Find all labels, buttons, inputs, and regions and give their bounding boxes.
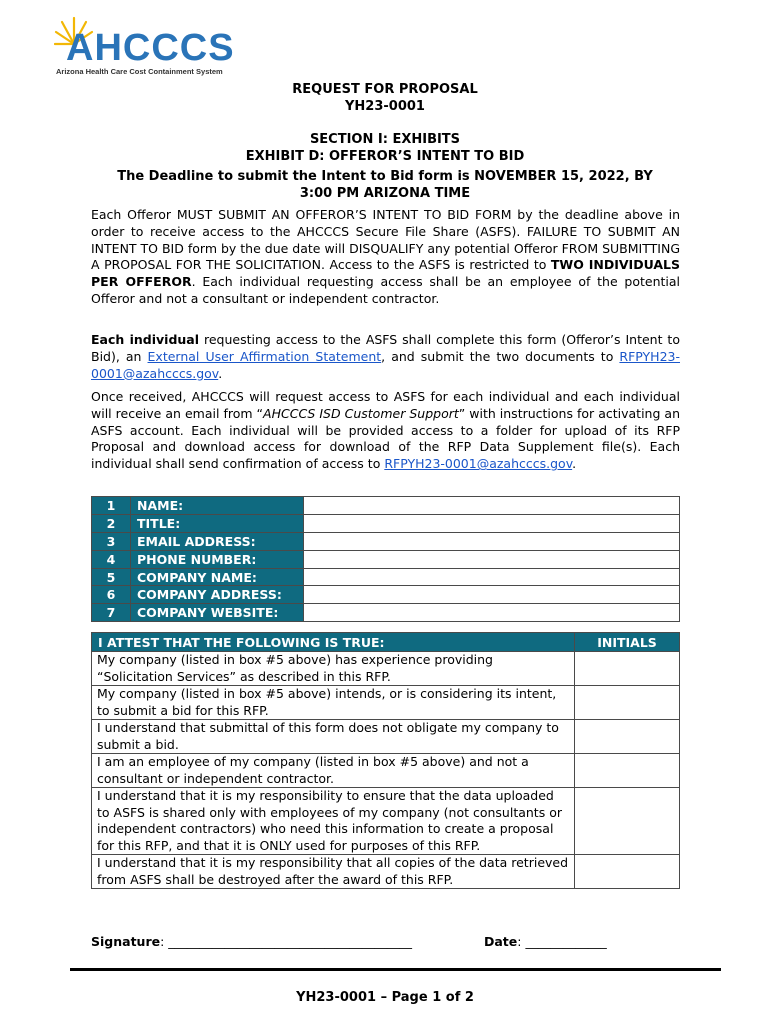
- para3-text-b: ” with instructions for activating an ASFS account. Each individual will be provided access to a folder for upload of its RFP Proposal and download access for download of the RFP Data Supplement file(s). Each individual shall send confirmation of access to: [91, 405, 681, 472]
- attest-statement: I understand that it is my responsibility that all copies of the data retrieved from ASFS shall be destroyed after the award of this RFP.: [92, 855, 575, 889]
- info-row: [92, 550, 680, 568]
- info-row-input[interactable]: [304, 550, 680, 568]
- signature-label: Signature: [91, 934, 161, 949]
- footer-divider: [70, 968, 721, 971]
- attestation-table: [91, 632, 680, 889]
- para2-bold: Each individual: [91, 332, 200, 347]
- doc-number: YH23-0001: [345, 99, 425, 114]
- attest-statement: I understand that submittal of this form does not obligate my company to submit a bid.: [92, 720, 575, 754]
- logo-subtitle: Arizona Health Care Cost Containment System: [56, 67, 223, 76]
- initials-cell[interactable]: [575, 754, 680, 788]
- attest-row: [92, 686, 680, 720]
- info-row-input[interactable]: [304, 568, 680, 586]
- attest-header: I ATTEST THAT THE FOLLOWING IS TRUE:: [92, 633, 575, 652]
- info-row-label: TITLE:: [131, 514, 304, 532]
- info-row-input[interactable]: [304, 604, 680, 622]
- section-heading: SECTION I: EXHIBITS: [309, 132, 461, 147]
- attest-statement: My company (listed in box #5 above) intends, or is considering its intent, to submit a bid for this RFP.: [92, 686, 575, 720]
- info-row-number: 4: [92, 550, 131, 568]
- info-row: [92, 514, 680, 532]
- ahcccs-logo: [54, 14, 254, 80]
- initials-cell[interactable]: [575, 788, 680, 855]
- info-row-label: PHONE NUMBER:: [131, 550, 304, 568]
- attest-row: [92, 788, 680, 855]
- info-row-input[interactable]: [304, 497, 680, 515]
- initials-header: INITIALS: [575, 633, 680, 652]
- para3-italic: AHCCCS ISD Customer Support: [263, 405, 459, 421]
- attest-row: [92, 855, 680, 889]
- signature-colon: :: [160, 934, 165, 949]
- date-label: Date: [484, 934, 518, 949]
- date-colon: :: [517, 934, 522, 949]
- info-row-label: COMPANY NAME:: [131, 568, 304, 586]
- doc-title: REQUEST FOR PROPOSAL: [292, 82, 478, 97]
- initials-cell[interactable]: [575, 686, 680, 720]
- initials-cell[interactable]: [575, 855, 680, 889]
- paragraph-each-individual: [91, 332, 680, 382]
- email-link[interactable]: RFPYH23-0001@azahcccs.gov: [91, 348, 680, 381]
- attest-statement: I am an employee of my company (listed in box #5 above) and not a consultant or independent contractor.: [92, 754, 575, 788]
- info-row-number: 7: [92, 604, 131, 622]
- para3-text-a: Once received, AHCCCS will request access to ASFS for each individual and each individual will receive an email from “: [91, 389, 680, 421]
- deadline-line-1: The Deadline to submit the Intent to Bid form is NOVEMBER 15, 2022, BY: [117, 169, 653, 184]
- exhibit-heading: EXHIBIT D: OFFEROR’S INTENT TO BID: [245, 149, 525, 164]
- info-row: [92, 604, 680, 622]
- attest-row: [92, 754, 680, 788]
- info-row-input[interactable]: [304, 586, 680, 604]
- paragraph-intro: [91, 207, 680, 308]
- para3-text-c: .: [572, 456, 577, 472]
- info-row-number: 6: [92, 586, 131, 604]
- signature-line: _______________________________________: [168, 934, 413, 949]
- info-row-label: COMPANY ADDRESS:: [131, 586, 304, 604]
- info-row-label: NAME:: [131, 497, 304, 515]
- info-row-number: 3: [92, 532, 131, 550]
- info-row-label: EMAIL ADDRESS:: [131, 532, 304, 550]
- attest-statement: My company (listed in box #5 above) has experience providing “Solicitation Services” as described in this RFP.: [92, 652, 575, 686]
- para1-text-b: . Each individual requesting access shall be an employee of the potential Offeror and not a consultant or independent contractor.: [91, 274, 681, 306]
- attest-row: [92, 652, 680, 686]
- info-row-number: 1: [92, 497, 131, 515]
- email-link-2[interactable]: RFPYH23-0001@azahcccs.gov: [384, 456, 573, 472]
- info-row-input[interactable]: [304, 532, 680, 550]
- info-row: [92, 497, 680, 515]
- date-line: _____________: [525, 934, 607, 949]
- affirmation-statement-link[interactable]: External User Affirmation Statement: [147, 348, 382, 364]
- para1-bold: TWO INDIVIDUALS PER OFFEROR: [91, 257, 680, 290]
- logo-wordmark: AHCCCS: [66, 27, 235, 69]
- page-footer: YH23-0001 – Page 1 of 2: [296, 990, 474, 1005]
- offeror-info-table: [91, 496, 680, 622]
- info-row-label: COMPANY WEBSITE:: [131, 604, 304, 622]
- attest-row: [92, 720, 680, 754]
- deadline-line-2: 3:00 PM ARIZONA TIME: [299, 186, 471, 201]
- info-row: [92, 568, 680, 586]
- info-row-number: 5: [92, 568, 131, 586]
- initials-cell[interactable]: [575, 720, 680, 754]
- info-row: [92, 586, 680, 604]
- para1-text-a: Each Offeror MUST SUBMIT AN OFFEROR’S INTENT TO BID FORM by the deadline above in order to receive access to the AHCCCS Secure File Share (ASFS). FAILURE TO SUBMIT AN INTENT TO BID form by the due date will DISQUALIFY any potential Offeror FROM SUBMITTING A PROPOSAL FOR THE SOLICITATION. Access to the ASFS is restricted to: [91, 207, 680, 273]
- date-field[interactable]: [484, 934, 607, 949]
- para2-text-b: , and submit the two documents to: [381, 348, 620, 364]
- para2-text-a: requesting access to the ASFS shall complete this form (Offeror’s Intent to Bid), an: [91, 332, 680, 364]
- signature-field[interactable]: [91, 934, 412, 949]
- attest-statement: I understand that it is my responsibility to ensure that the data uploaded to ASFS is shared only with employees of my company (not consultants or independent contractors) who need this information to create a proposal for this RFP, and that it is ONLY used for purposes of this RFP.: [92, 788, 575, 855]
- info-row-input[interactable]: [304, 514, 680, 532]
- paragraph-once-received: [91, 389, 680, 473]
- para2-text-c: .: [218, 365, 223, 381]
- initials-cell[interactable]: [575, 652, 680, 686]
- info-row: [92, 532, 680, 550]
- info-row-number: 2: [92, 514, 131, 532]
